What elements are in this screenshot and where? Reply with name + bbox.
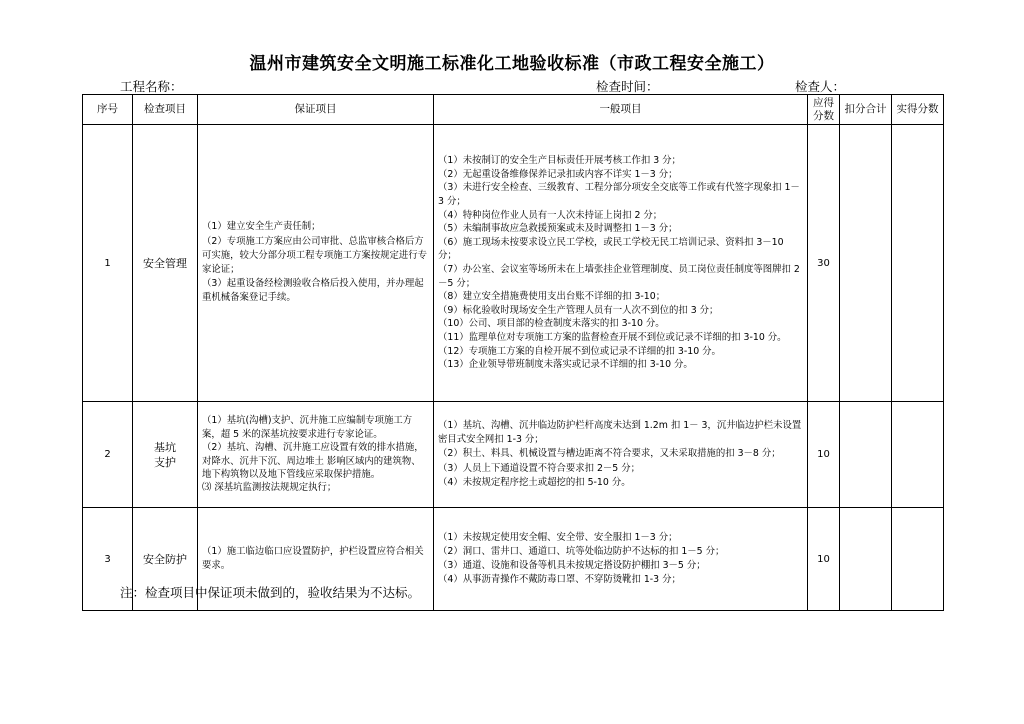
general-item: （2）积土、料具、机械设置与槽边距离不符合要求，又未采取措施的扣 3－8 分； [438, 448, 781, 460]
guarantee-items-cell [198, 402, 434, 508]
page-title: 温州市建筑安全文明施工标准化工地验收标准（市政工程安全施工） [249, 54, 775, 74]
guarantee-item: （2）专项施工方案应由公司审批、总监审核合格后方可实施，较大分部分项工程专项施工方案按规定进行专家论证； [202, 235, 428, 275]
general-item: （3）人员上下通道设置不符合要求扣 2－5 分； [438, 462, 640, 474]
header-guarantee-items: 保证项目 [198, 95, 434, 125]
row-number: 3 [83, 508, 133, 611]
general-item: （1）未按制订的安全生产目标责任开展考核工作扣 3 分； [438, 155, 681, 167]
header-actual-score: 实得分数 [892, 95, 944, 125]
general-item: （7）办公室、会议室等场所未在上墙张挂企业管理制度、员工岗位责任制度等图牌扣 2－5 分； [438, 264, 800, 289]
header-score [808, 95, 840, 125]
general-item: （4）从事沥青操作不戴防毒口罩、不穿防烫靴扣 1-3 分； [438, 574, 681, 586]
general-item: （12）专项施工方案的自检开展不到位或记录不详细的扣 3-10 分。 [438, 345, 721, 357]
general-item: （9）标化验收时现场安全生产管理人员有一人次不到位的扣 3 分； [438, 304, 719, 316]
project-name-label: 工程名称： [120, 79, 183, 94]
check-item-name-line2: 支护 [154, 455, 176, 469]
actual-score-cell [892, 125, 944, 402]
general-item: （11）监理单位对专项施工方案的监督检查开展不到位或记录不详细的扣 3-10 分。 [438, 331, 787, 343]
actual-score-cell [892, 508, 944, 611]
general-item: （3）未进行安全检查、三级教育、工程分部分项安全交底等工作或有代签字现象扣 1－3 分； [438, 182, 800, 208]
actual-score-cell [892, 402, 944, 508]
check-item-name: 安全防护 [133, 508, 198, 611]
score-value: 30 [808, 125, 840, 402]
header-general-items: 一般项目 [434, 95, 808, 125]
general-items-cell [434, 125, 808, 402]
deduction-total-cell [840, 508, 892, 611]
header-deduction-total: 扣分合计 [840, 95, 892, 125]
general-item: （13）企业领导带班制度未落实或记录不详细的扣 3-10 分。 [438, 359, 693, 371]
general-item: （5）未编制事故应急救援预案或未及时调整扣 1－3 分； [438, 223, 678, 235]
check-time-label: 检查时间： [596, 79, 659, 94]
inspector-label: 检查人： [795, 79, 846, 94]
check-item-name-line1: 基坑 [154, 440, 176, 454]
table-row [83, 402, 944, 508]
header-score-line2: 分数 [813, 109, 834, 122]
guarantee-item: （1）基坑(沟槽)支护、沉井施工应编制专项施工方案，超 5 米的深基坑按要求进行专家论证。 [202, 415, 413, 440]
guarantee-item: （1）建立安全生产责任制； [202, 221, 321, 233]
guarantee-item: （3）起重设备经检测验收合格后投入使用，并办理起重机械备案登记手续。 [202, 278, 424, 304]
header-score-line1: 应得 [813, 96, 834, 109]
general-item: （3）通道、设施和设备等机具未按规定搭设防护棚扣 3－5 分； [438, 560, 706, 571]
table-row [83, 125, 944, 402]
table-header-row [83, 95, 944, 125]
general-item: （4）未按规定程序挖土或超挖的扣 5-10 分。 [438, 476, 631, 488]
general-item: （2）洞口、雷井口、通道口、坑等处临边防护不达标的扣 1－5 分； [438, 545, 725, 557]
check-item-name [133, 402, 198, 508]
general-item: （10）公司、项目部的检查制度未落实的扣 3-10 分。 [438, 318, 665, 330]
guarantee-item: （2）基坑、沟槽、沉井施工应设置有效的排水措施，对降水、沉井下沉、周边堆土 影响区域内的建筑物、地下构筑物以及地下管线应采取保护措施。 [202, 442, 424, 480]
general-item: （1）未按规定使用安全帽、安全带、安全服扣 1－3 分； [438, 531, 678, 543]
general-item: （2）无起重设备维修保养记录扣或内容不详实 1－3 分； [438, 168, 678, 180]
check-item-name: 安全管理 [133, 125, 198, 402]
guarantee-items-cell [198, 125, 434, 402]
footnote: 注：检查项目中保证项未做到的，验收结果为不达标。 [120, 585, 421, 600]
acceptance-standard-table [82, 94, 944, 611]
general-items-cell [434, 402, 808, 508]
general-item: （4）特种岗位作业人员有一人次未持证上岗扣 2 分； [438, 209, 663, 221]
deduction-total-cell [840, 125, 892, 402]
general-items-cell [434, 508, 808, 611]
score-value: 10 [808, 402, 840, 508]
deduction-total-cell [840, 402, 892, 508]
general-item: （1）基坑、沟槽、沉井临边防护栏杆高度未达到 1.2m 扣 1－ 3，沉井临边护栏未设置密目式安全网扣 1-3 分； [438, 419, 802, 446]
header-no: 序号 [83, 95, 133, 125]
general-item: （6）施工现场未按要求设立民工学校，或民工学校无民工培训记录、资料扣 3－10 分； [438, 236, 784, 262]
header-check-item: 检查项目 [133, 95, 198, 125]
row-number: 2 [83, 402, 133, 508]
score-value: 10 [808, 508, 840, 611]
general-item: （8）建立安全措施费使用支出台账不详细的扣 3-10； [438, 291, 666, 303]
row-number: 1 [83, 125, 133, 402]
guarantee-item: ⑶ 深基坑监测按法规规定执行； [202, 482, 337, 494]
guarantee-item: （1）施工临边临口应设置防护，护栏设置应符合相关要求。 [202, 545, 424, 571]
